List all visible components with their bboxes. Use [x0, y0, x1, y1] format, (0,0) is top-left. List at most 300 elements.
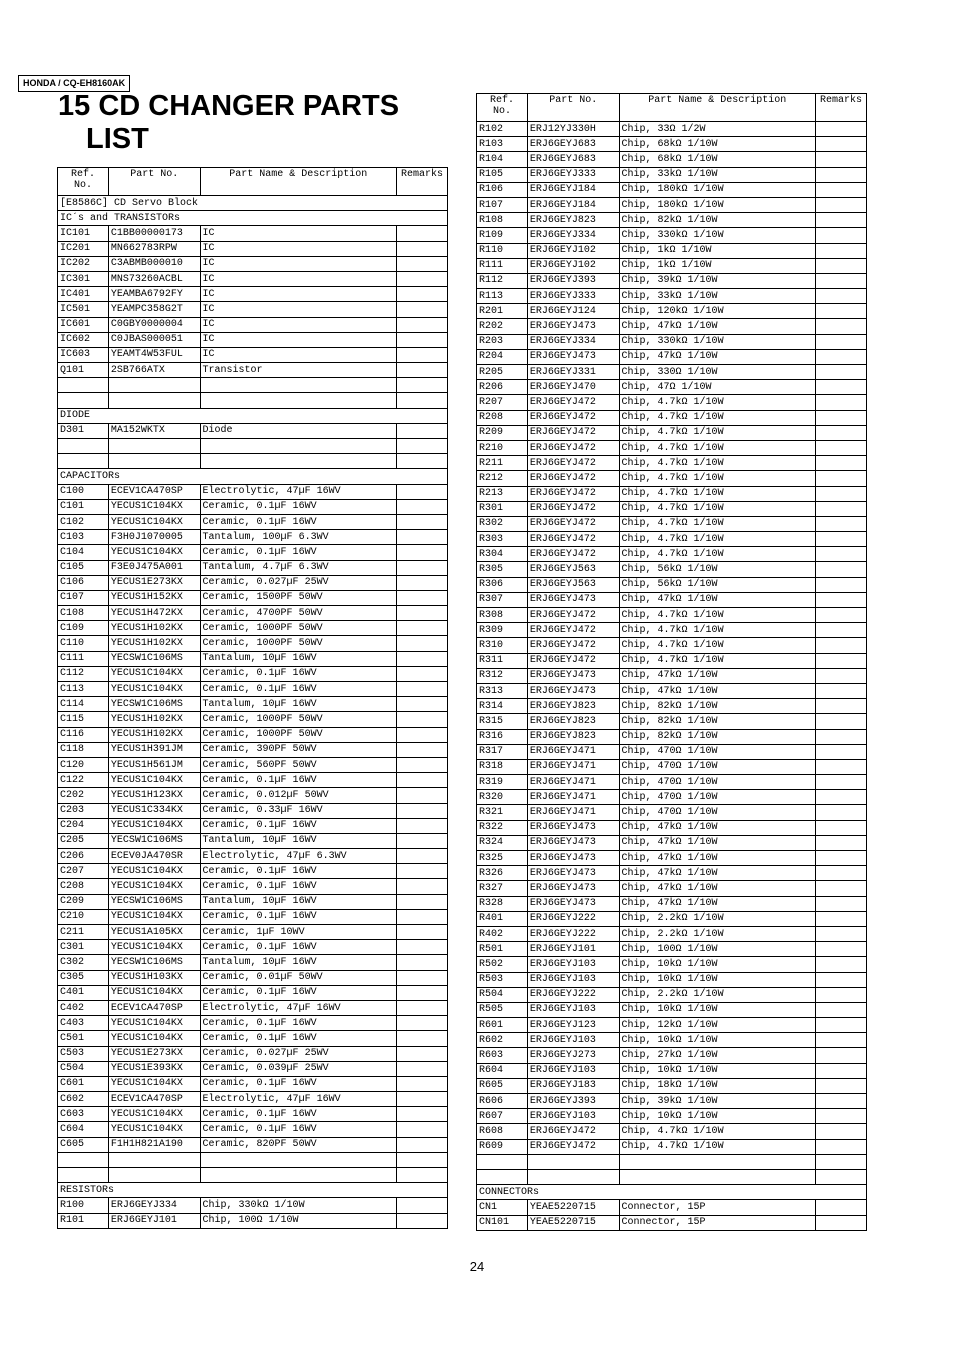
cell-part-no: YEAMPC358G2T [108, 302, 200, 317]
cell-description: Ceramic, 4700PF 50WV [200, 606, 397, 621]
page-title-line-2: LIST [86, 123, 149, 155]
table-row [477, 775, 867, 790]
cell-part-no [108, 439, 200, 454]
table-row [477, 790, 867, 805]
section-row [477, 1185, 867, 1200]
table-row [58, 697, 448, 712]
cell-description: Chip, 4.7kΩ 1/10W [619, 440, 816, 455]
cell-part-no: YECUS1C104KX [108, 545, 200, 560]
cell-description: Chip, 330kΩ 1/10W [619, 334, 816, 349]
cell-ref-no: C106 [58, 575, 109, 590]
cell-description: Chip, 47kΩ 1/10W [619, 592, 816, 607]
cell-description: Ceramic, 1000PF 50WV [200, 621, 397, 636]
cell-description: Chip, 330Ω 1/10W [619, 365, 816, 380]
table-row [477, 668, 867, 683]
table-row [477, 592, 867, 607]
table-row [58, 970, 448, 985]
cell-description: Ceramic, 0.027µF 25WV [200, 1046, 397, 1061]
cell-part-no: YEAE5220715 [527, 1215, 619, 1230]
table-row [58, 484, 448, 499]
cell-description: Chip, 27kΩ 1/10W [619, 1048, 816, 1063]
cell-part-no: ERJ6GEYJ102 [527, 258, 619, 273]
table-row [58, 788, 448, 803]
cell-part-no: ERJ6GEYJ472 [527, 1124, 619, 1139]
table-row [477, 304, 867, 319]
cell-ref-no: C118 [58, 742, 109, 757]
cell-ref-no: R201 [477, 304, 528, 319]
cell-ref-no: R315 [477, 714, 528, 729]
table-row [58, 1137, 448, 1152]
cell-part-no: YECUS1C104KX [108, 666, 200, 681]
cell-part-no [527, 1169, 619, 1184]
cell-description: Chip, 470Ω 1/10W [619, 759, 816, 774]
cell-ref-no: R302 [477, 516, 528, 531]
table-row [477, 258, 867, 273]
cell-description: Chip, 4.7kΩ 1/10W [619, 516, 816, 531]
cell-ref-no: R211 [477, 456, 528, 471]
table-row [58, 1046, 448, 1061]
cell-description: IC [200, 226, 397, 241]
cell-ref-no [58, 439, 109, 454]
table-row [58, 803, 448, 818]
cell-part-no: ERJ6GEYJ393 [527, 1094, 619, 1109]
cell-part-no: ERJ6GEYJ473 [527, 668, 619, 683]
table-row [58, 454, 448, 469]
cell-remarks [816, 714, 867, 729]
cell-description: Ceramic, 0.1µF 16WV [200, 940, 397, 955]
cell-remarks [816, 1033, 867, 1048]
table-row [477, 699, 867, 714]
cell-description [200, 378, 397, 393]
cell-description: Ceramic, 1000PF 50WV [200, 727, 397, 742]
table-row [477, 334, 867, 349]
cell-description: Chip, 4.7kΩ 1/10W [619, 653, 816, 668]
cell-ref-no: C202 [58, 788, 109, 803]
table-row [477, 440, 867, 455]
cell-ref-no: IC201 [58, 241, 109, 256]
table-header-row [477, 94, 867, 122]
cell-remarks [816, 258, 867, 273]
cell-ref-no: R306 [477, 577, 528, 592]
cell-part-no: ERJ6GEYJ823 [527, 213, 619, 228]
cell-remarks [397, 742, 448, 757]
cell-description: Chip, 33kΩ 1/10W [619, 167, 816, 182]
cell-remarks [397, 1016, 448, 1031]
cell-part-no: ERJ6GEYJ222 [527, 926, 619, 941]
cell-ref-no: R109 [477, 228, 528, 243]
table-row [58, 985, 448, 1000]
cell-ref-no: R103 [477, 137, 528, 152]
cell-ref-no: C102 [58, 514, 109, 529]
cell-remarks [397, 1152, 448, 1167]
cell-part-no: ERJ6GEYJ472 [527, 425, 619, 440]
cell-remarks [397, 1122, 448, 1137]
cell-remarks [397, 363, 448, 378]
table-row [477, 729, 867, 744]
cell-remarks [816, 243, 867, 258]
cell-ref-no: R608 [477, 1124, 528, 1139]
cell-remarks [816, 380, 867, 395]
cell-part-no: YECUS1C104KX [108, 682, 200, 697]
cell-ref-no: R503 [477, 972, 528, 987]
table-row [477, 395, 867, 410]
cell-part-no: ECEV1CA470SP [108, 1000, 200, 1015]
cell-remarks [816, 456, 867, 471]
table-row [477, 608, 867, 623]
cell-part-no: F3H0J1070005 [108, 530, 200, 545]
cell-description: Chip, 47kΩ 1/10W [619, 866, 816, 881]
table-row [477, 1048, 867, 1063]
table-row [58, 1031, 448, 1046]
table-row [477, 653, 867, 668]
cell-part-no: ERJ6GEYJ471 [527, 805, 619, 820]
cell-description: Chip, 10kΩ 1/10W [619, 1109, 816, 1124]
cell-description: Chip, 4.7kΩ 1/10W [619, 532, 816, 547]
table-row [477, 532, 867, 547]
col-header-description: Part Name & Description [619, 94, 816, 122]
table-row [477, 1094, 867, 1109]
table-row [58, 682, 448, 697]
cell-part-no [527, 1154, 619, 1169]
cell-description: Chip, 82kΩ 1/10W [619, 213, 816, 228]
cell-remarks [816, 532, 867, 547]
cell-remarks [816, 1063, 867, 1078]
cell-remarks [397, 818, 448, 833]
cell-part-no: ERJ6GEYJ103 [527, 1033, 619, 1048]
table-row [58, 757, 448, 772]
table-row [58, 1061, 448, 1076]
cell-remarks [397, 271, 448, 286]
table-row [477, 1002, 867, 1017]
table-row [477, 1109, 867, 1124]
table-row [477, 942, 867, 957]
cell-description: IC [200, 256, 397, 271]
cell-description: Chip, 1kΩ 1/10W [619, 243, 816, 258]
cell-part-no: ERJ6GEYJ563 [527, 562, 619, 577]
page-title [58, 90, 458, 156]
table-row [477, 744, 867, 759]
cell-part-no: YECUS1C104KX [108, 499, 200, 514]
cell-ref-no: C210 [58, 909, 109, 924]
cell-remarks [397, 378, 448, 393]
cell-remarks [397, 864, 448, 879]
cell-description: Chip, 470Ω 1/10W [619, 775, 816, 790]
cell-remarks [397, 955, 448, 970]
table-row [477, 349, 867, 364]
cell-ref-no: IC301 [58, 271, 109, 286]
cell-ref-no: R402 [477, 926, 528, 941]
cell-ref-no: C204 [58, 818, 109, 833]
table-row [58, 347, 448, 362]
cell-ref-no: IC202 [58, 256, 109, 271]
cell-remarks [816, 197, 867, 212]
cell-part-no: ERJ6GEYJ103 [527, 1002, 619, 1017]
table-row [477, 1063, 867, 1078]
cell-ref-no: R100 [58, 1198, 109, 1213]
cell-ref-no: C100 [58, 484, 109, 499]
cell-remarks [397, 590, 448, 605]
cell-description: Ceramic, 0.1µF 16WV [200, 1107, 397, 1122]
cell-description: Chip, 4.7kΩ 1/10W [619, 1139, 816, 1154]
cell-description: Ceramic, 1000PF 50WV [200, 712, 397, 727]
table-row [477, 152, 867, 167]
cell-part-no: YECUS1C104KX [108, 773, 200, 788]
table-row [58, 727, 448, 742]
cell-remarks [816, 167, 867, 182]
col-header-part-no: Part No. [108, 168, 200, 196]
cell-part-no: ERJ6GEYJ103 [527, 1109, 619, 1124]
cell-part-no: ERJ6GEYJ471 [527, 759, 619, 774]
cell-part-no: YECUS1H102KX [108, 621, 200, 636]
table-row [58, 833, 448, 848]
cell-part-no: ERJ6GEYJ473 [527, 349, 619, 364]
table-row [58, 545, 448, 560]
cell-description: Chip, 10kΩ 1/10W [619, 1002, 816, 1017]
cell-remarks [397, 985, 448, 1000]
cell-part-no: ERJ6GEYJ471 [527, 744, 619, 759]
cell-part-no: ERJ6GEYJ103 [527, 972, 619, 987]
cell-part-no: ERJ6GEYJ222 [527, 911, 619, 926]
cell-remarks [816, 1109, 867, 1124]
cell-remarks [816, 577, 867, 592]
cell-description: Chip, 4.7kΩ 1/10W [619, 547, 816, 562]
cell-ref-no: R207 [477, 395, 528, 410]
cell-ref-no: C301 [58, 940, 109, 955]
cell-description: Chip, 68kΩ 1/10W [619, 152, 816, 167]
cell-part-no: YECUS1C104KX [108, 1031, 200, 1046]
cell-part-no: ERJ6GEYJ471 [527, 790, 619, 805]
cell-part-no: C3ABMB000010 [108, 256, 200, 271]
cell-description: Chip, 39kΩ 1/10W [619, 1094, 816, 1109]
cell-remarks [397, 1107, 448, 1122]
cell-description: Chip, 4.7kΩ 1/10W [619, 608, 816, 623]
cell-remarks [816, 319, 867, 334]
cell-part-no: ERJ6GEYJ473 [527, 866, 619, 881]
table-row [477, 486, 867, 501]
cell-part-no: ERJ6GEYJ823 [527, 729, 619, 744]
cell-remarks [397, 727, 448, 742]
cell-part-no: YECUS1E393KX [108, 1061, 200, 1076]
cell-remarks [397, 803, 448, 818]
cell-remarks [397, 940, 448, 955]
cell-description: Diode [200, 423, 397, 438]
table-row [58, 226, 448, 241]
cell-ref-no: R316 [477, 729, 528, 744]
cell-part-no: YECSW1C106MS [108, 833, 200, 848]
cell-ref-no: R318 [477, 759, 528, 774]
cell-ref-no: R305 [477, 562, 528, 577]
cell-description: Ceramic, 390PF 50WV [200, 742, 397, 757]
cell-ref-no: R101 [58, 1213, 109, 1228]
cell-description: Ceramic, 0.027µF 25WV [200, 575, 397, 590]
table-header-row [58, 168, 448, 196]
cell-part-no: YECUS1C104KX [108, 864, 200, 879]
cell-description: Chip, 10kΩ 1/10W [619, 1033, 816, 1048]
cell-remarks [816, 289, 867, 304]
cell-ref-no: R501 [477, 942, 528, 957]
cell-part-no: ERJ6GEYJ124 [527, 304, 619, 319]
cell-ref-no: R102 [477, 122, 528, 137]
cell-remarks [397, 849, 448, 864]
cell-remarks [816, 942, 867, 957]
table-row [58, 666, 448, 681]
cell-part-no: ERJ6GEYJ103 [527, 957, 619, 972]
cell-ref-no: R301 [477, 501, 528, 516]
cell-description: Chip, 39kΩ 1/10W [619, 273, 816, 288]
cell-ref-no: C604 [58, 1122, 109, 1137]
cell-ref-no: R314 [477, 699, 528, 714]
cell-remarks [816, 775, 867, 790]
cell-remarks [397, 879, 448, 894]
cell-description: Chip, 18kΩ 1/10W [619, 1078, 816, 1093]
cell-part-no: YECSW1C106MS [108, 651, 200, 666]
cell-part-no: YECUS1H561JM [108, 757, 200, 772]
cell-remarks [397, 636, 448, 651]
cell-remarks [816, 137, 867, 152]
cell-part-no: YECUS1C104KX [108, 1016, 200, 1031]
section-row [58, 211, 448, 226]
cell-part-no: ECEV0JA470SR [108, 849, 200, 864]
cell-description: Chip, 120kΩ 1/10W [619, 304, 816, 319]
cell-remarks [816, 1048, 867, 1063]
table-row [58, 1000, 448, 1015]
cell-description: Chip, 82kΩ 1/10W [619, 699, 816, 714]
cell-description: Ceramic, 0.1µF 16WV [200, 514, 397, 529]
section-heading: IC´s and TRANSISTORs [58, 211, 448, 226]
cell-ref-no [58, 393, 109, 408]
cell-remarks [397, 1198, 448, 1213]
cell-ref-no: IC601 [58, 317, 109, 332]
cell-part-no: ERJ6GEYJ103 [527, 1063, 619, 1078]
cell-part-no: ERJ6GEYJ334 [527, 334, 619, 349]
col-header-remarks: Remarks [816, 94, 867, 122]
cell-remarks [397, 606, 448, 621]
table-row [477, 273, 867, 288]
cell-ref-no: C503 [58, 1046, 109, 1061]
cell-ref-no: C605 [58, 1137, 109, 1152]
parts-table-right [476, 93, 867, 1231]
cell-ref-no: C113 [58, 682, 109, 697]
cell-description: Ceramic, 0.1µF 16WV [200, 666, 397, 681]
cell-ref-no: R209 [477, 425, 528, 440]
table-row [58, 1198, 448, 1213]
cell-ref-no: R106 [477, 182, 528, 197]
cell-remarks [397, 909, 448, 924]
cell-part-no: ERJ6GEYJ273 [527, 1048, 619, 1063]
cell-ref-no: C116 [58, 727, 109, 742]
cell-remarks [816, 638, 867, 653]
cell-ref-no: R609 [477, 1139, 528, 1154]
cell-ref-no: IC602 [58, 332, 109, 347]
cell-part-no: ERJ6GEYJ101 [108, 1213, 200, 1228]
cell-ref-no: C104 [58, 545, 109, 560]
cell-description: Ceramic, 0.1µF 16WV [200, 545, 397, 560]
cell-remarks [397, 925, 448, 940]
cell-description: Ceramic, 0.01µF 50WV [200, 970, 397, 985]
cell-remarks [816, 1200, 867, 1215]
cell-part-no [108, 454, 200, 469]
cell-remarks [816, 349, 867, 364]
table-row [477, 987, 867, 1002]
table-row [58, 742, 448, 757]
cell-ref-no: R607 [477, 1109, 528, 1124]
cell-ref-no: R325 [477, 851, 528, 866]
cell-remarks [397, 514, 448, 529]
cell-remarks [816, 1154, 867, 1169]
col-header-description: Part Name & Description [200, 168, 397, 196]
cell-ref-no: C302 [58, 955, 109, 970]
cell-remarks [816, 365, 867, 380]
cell-ref-no: R322 [477, 820, 528, 835]
cell-part-no: C0JBAS000051 [108, 332, 200, 347]
cell-remarks [816, 820, 867, 835]
cell-remarks [397, 226, 448, 241]
table-row [58, 560, 448, 575]
cell-description: Chip, 33Ω 1/2W [619, 122, 816, 137]
cell-ref-no: R324 [477, 835, 528, 850]
cell-description: Chip, 47kΩ 1/10W [619, 349, 816, 364]
cell-remarks [816, 273, 867, 288]
section-heading: DIODE [58, 408, 448, 423]
cell-ref-no: R602 [477, 1033, 528, 1048]
cell-remarks [816, 228, 867, 243]
cell-description: Ceramic, 0.33µF 16WV [200, 803, 397, 818]
table-row [477, 501, 867, 516]
cell-description: Ceramic, 0.1µF 16WV [200, 682, 397, 697]
cell-ref-no: C103 [58, 530, 109, 545]
cell-part-no: F1H1H821A190 [108, 1137, 200, 1152]
cell-ref-no: R327 [477, 881, 528, 896]
cell-ref-no: R604 [477, 1063, 528, 1078]
cell-part-no: ERJ6GEYJ334 [108, 1198, 200, 1213]
cell-part-no: YECUS1H391JM [108, 742, 200, 757]
cell-ref-no [58, 378, 109, 393]
cell-description: Chip, 330kΩ 1/10W [619, 228, 816, 243]
cell-part-no: ERJ12YJ330H [527, 122, 619, 137]
cell-part-no: ERJ6GEYJ472 [527, 501, 619, 516]
cell-part-no: ERJ6GEYJ473 [527, 851, 619, 866]
parts-table-left [57, 167, 448, 1229]
cell-part-no: ERJ6GEYJ473 [527, 683, 619, 698]
cell-description: Chip, 56kΩ 1/10W [619, 562, 816, 577]
table-row [58, 393, 448, 408]
cell-description [200, 1152, 397, 1167]
cell-description: Chip, 10kΩ 1/10W [619, 957, 816, 972]
cell-description: Chip, 330kΩ 1/10W [200, 1198, 397, 1213]
cell-part-no: ERJ6GEYJ473 [527, 319, 619, 334]
cell-ref-no: C122 [58, 773, 109, 788]
cell-ref-no [477, 1154, 528, 1169]
cell-ref-no: R107 [477, 197, 528, 212]
cell-remarks [816, 592, 867, 607]
cell-description [619, 1169, 816, 1184]
cell-part-no: YECUS1H472KX [108, 606, 200, 621]
cell-remarks [816, 395, 867, 410]
cell-part-no: ERJ6GEYJ473 [527, 881, 619, 896]
cell-description: Chip, 82kΩ 1/10W [619, 729, 816, 744]
cell-ref-no: R113 [477, 289, 528, 304]
cell-part-no: ERJ6GEYJ333 [527, 167, 619, 182]
cell-remarks [397, 773, 448, 788]
cell-ref-no [58, 454, 109, 469]
cell-description: Transistor [200, 363, 397, 378]
section-heading: CONNECTORs [477, 1185, 867, 1200]
cell-description: Tantalum, 10µF 16WV [200, 894, 397, 909]
table-row [477, 562, 867, 577]
cell-remarks [816, 972, 867, 987]
cell-ref-no: C207 [58, 864, 109, 879]
cell-remarks [816, 835, 867, 850]
